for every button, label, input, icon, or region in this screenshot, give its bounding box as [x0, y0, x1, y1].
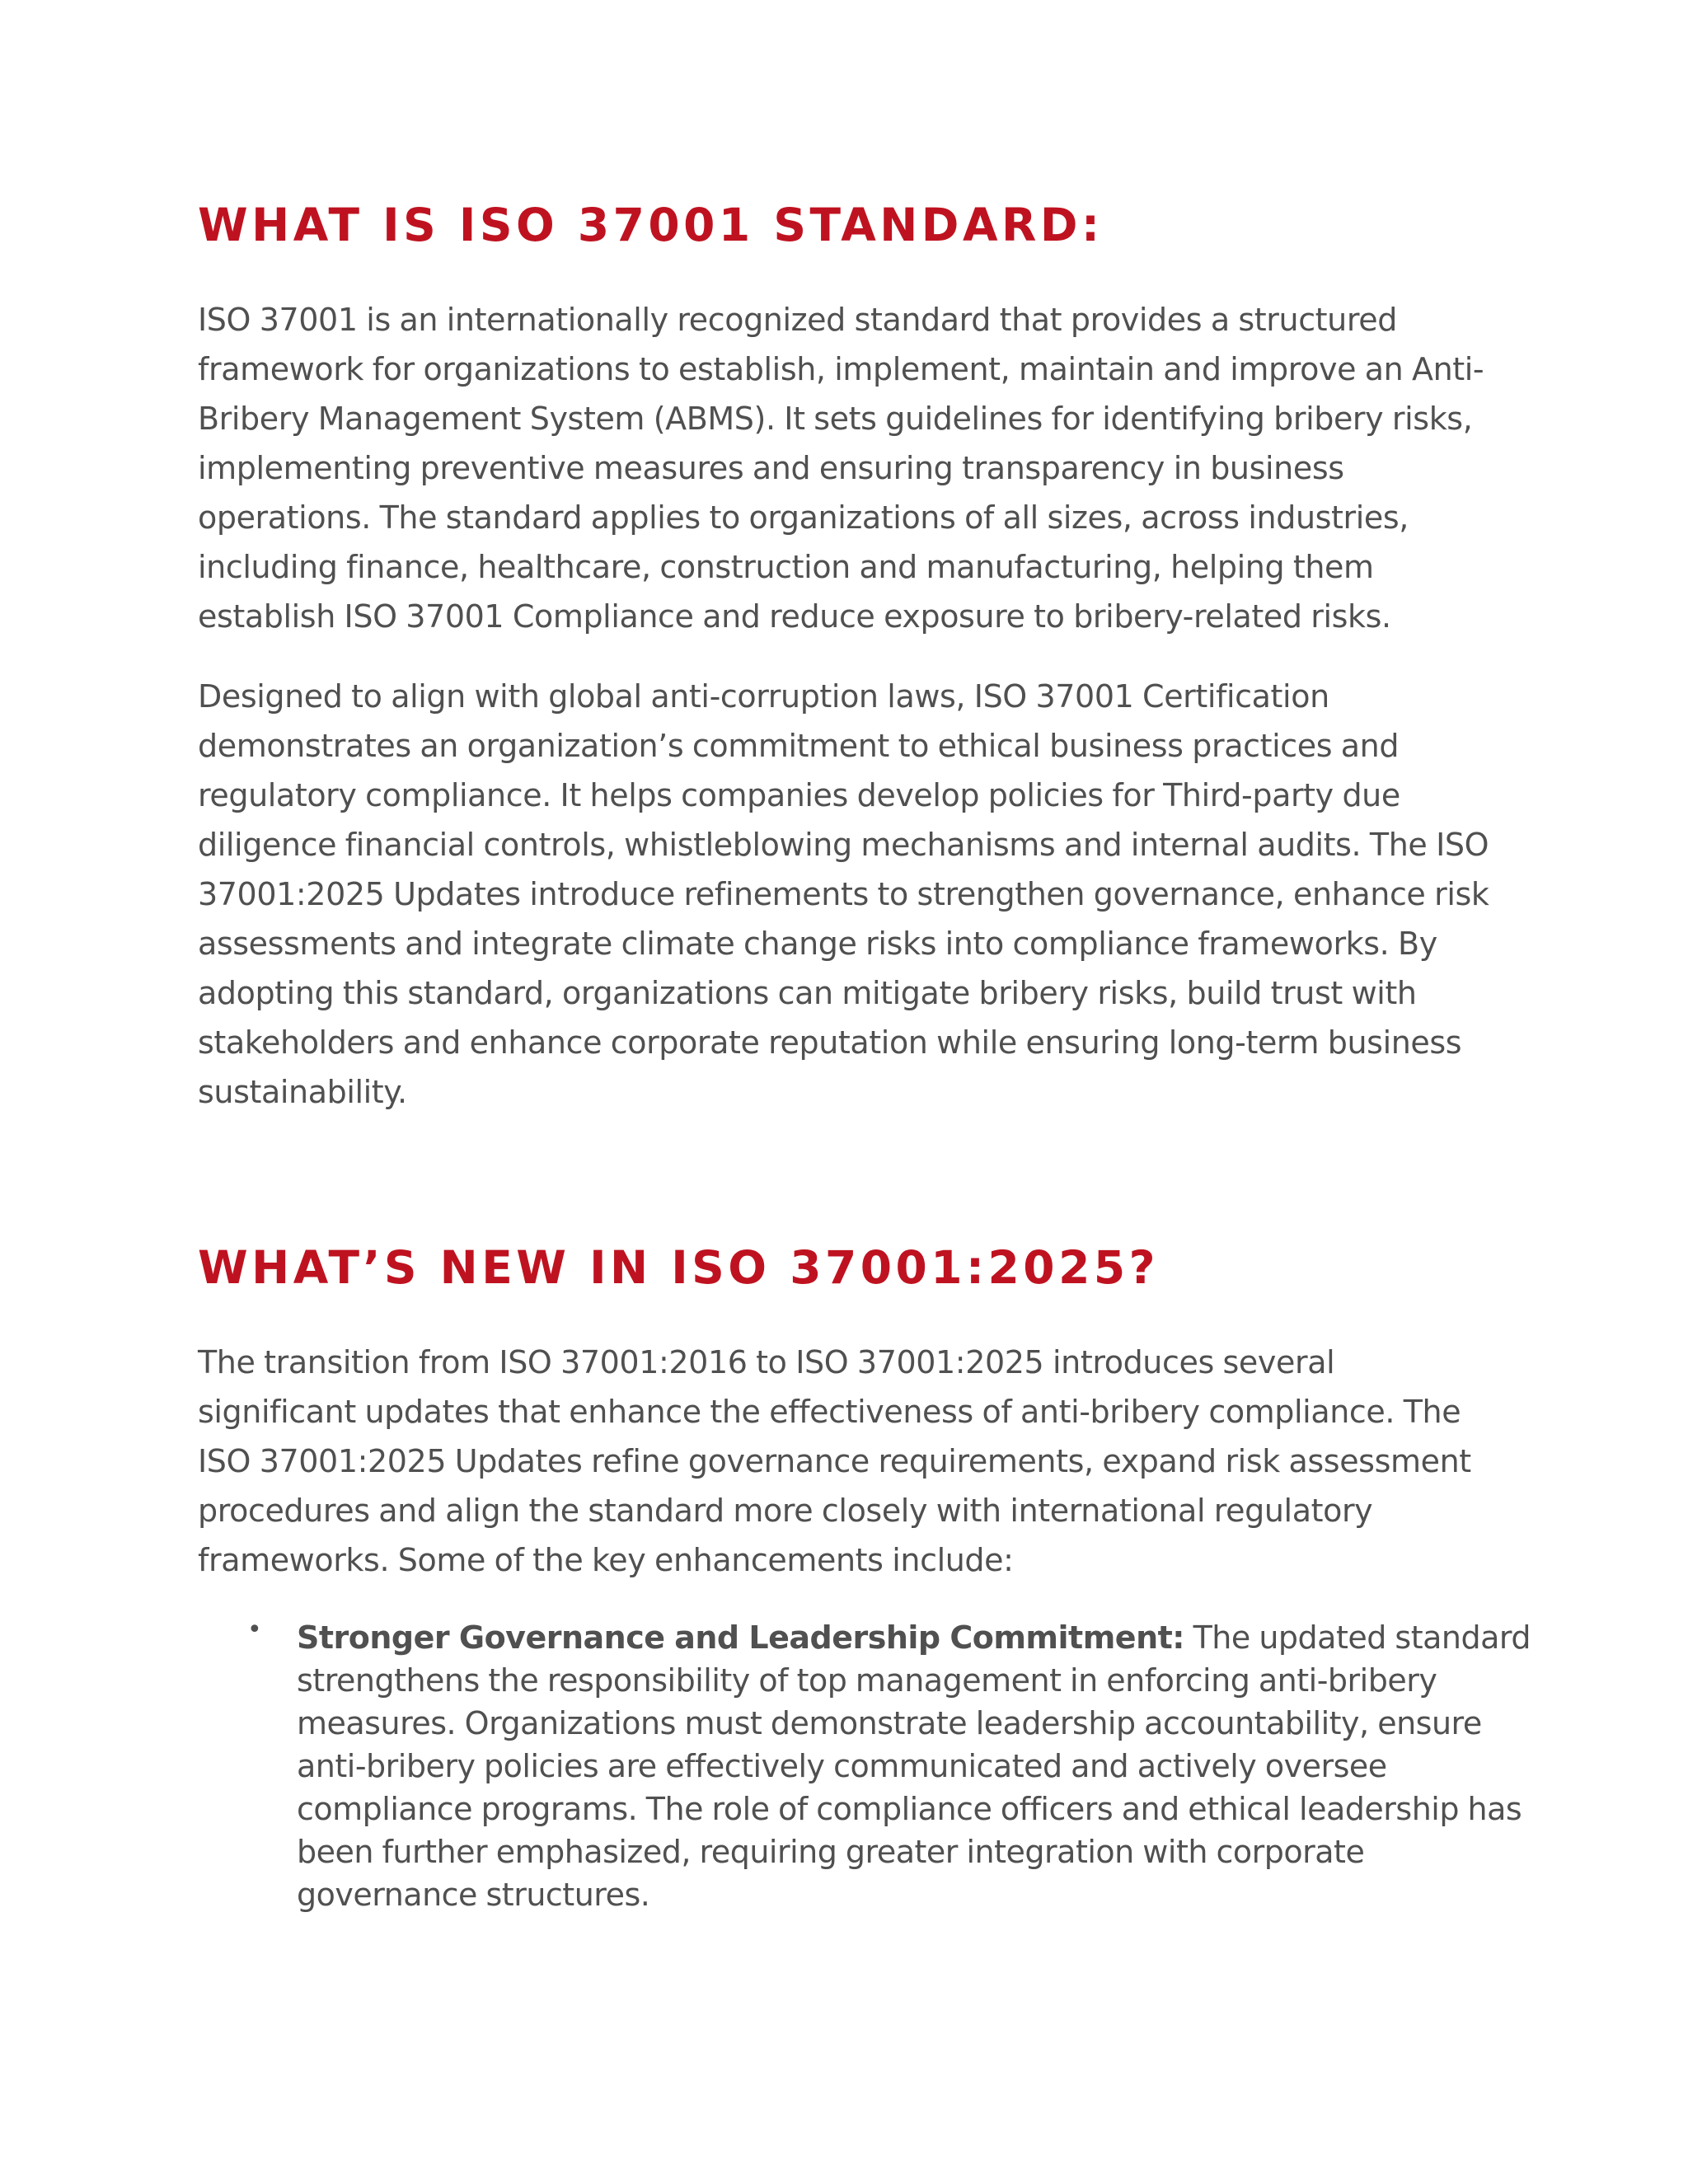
document-page: [198, 198, 1531, 1916]
section-what-is-iso-37001: [198, 198, 1500, 1117]
bullet-text: The updated standard strengthens the responsibility of top management in enforcing anti-bribery measures. Organizations must demonstrate leadership accountability, ensure anti-bribery policies are effectively communicated and actively oversee compliance programs. The role of compliance officers and ethical leadership has been further emphasized, requiring greater integration with corporate governance structures.: [297, 1619, 1531, 1913]
section-heading: WHAT’S NEW IN ISO 37001:2025?: [198, 1241, 1160, 1294]
section-whats-new: [198, 1240, 1531, 1916]
bullet-list: [198, 1615, 1531, 1916]
bullet-icon: •: [247, 1615, 262, 1644]
paragraph: Designed to align with global anti-corruption laws, ISO 37001 Certification demonstrates an organization’s commitment to ethical business practices and regulatory compliance. It helps companies develop policies for Third-party due diligence financial controls, whistleblowing mechanisms and internal audits. The ISO 37001:2025 Updates introduce refinements to strengthen governance, enhance risk assessments and integrate climate change risks into compliance frameworks. By adopting this standard, organizations can mitigate bribery risks, build trust with stakeholders and enhance corporate reputation while ensuring long-term business sustainability.: [198, 678, 1489, 1110]
list-item: [198, 1616, 1533, 1916]
paragraph: The transition from ISO 37001:2016 to ISO 37001:2025 introduces several significant updates that enhance the effectiveness of anti-bribery compliance. The ISO 37001:2025 Updates refine governance requirements, expand risk assessment procedures and align the standard more closely with international regulatory frameworks. Some of the key enhancements include:: [198, 1344, 1471, 1578]
section-heading: WHAT IS ISO 37001 STANDARD:: [198, 199, 1104, 251]
paragraph: ISO 37001 is an internationally recognized standard that provides a structured framework for organizations to establish, implement, maintain and improve an Anti-Bribery Management System (ABMS). It sets guidelines for identifying bribery risks, implementing preventive measures and ensuring transparency in business operations. The standard applies to organizations of all sizes, across industries, including finance, healthcare, construction and manufacturing, helping them establish ISO 37001 Compliance and reduce exposure to bribery-related risks.: [198, 302, 1484, 635]
bullet-title: Stronger Governance and Leadership Commitment:: [297, 1619, 1184, 1656]
